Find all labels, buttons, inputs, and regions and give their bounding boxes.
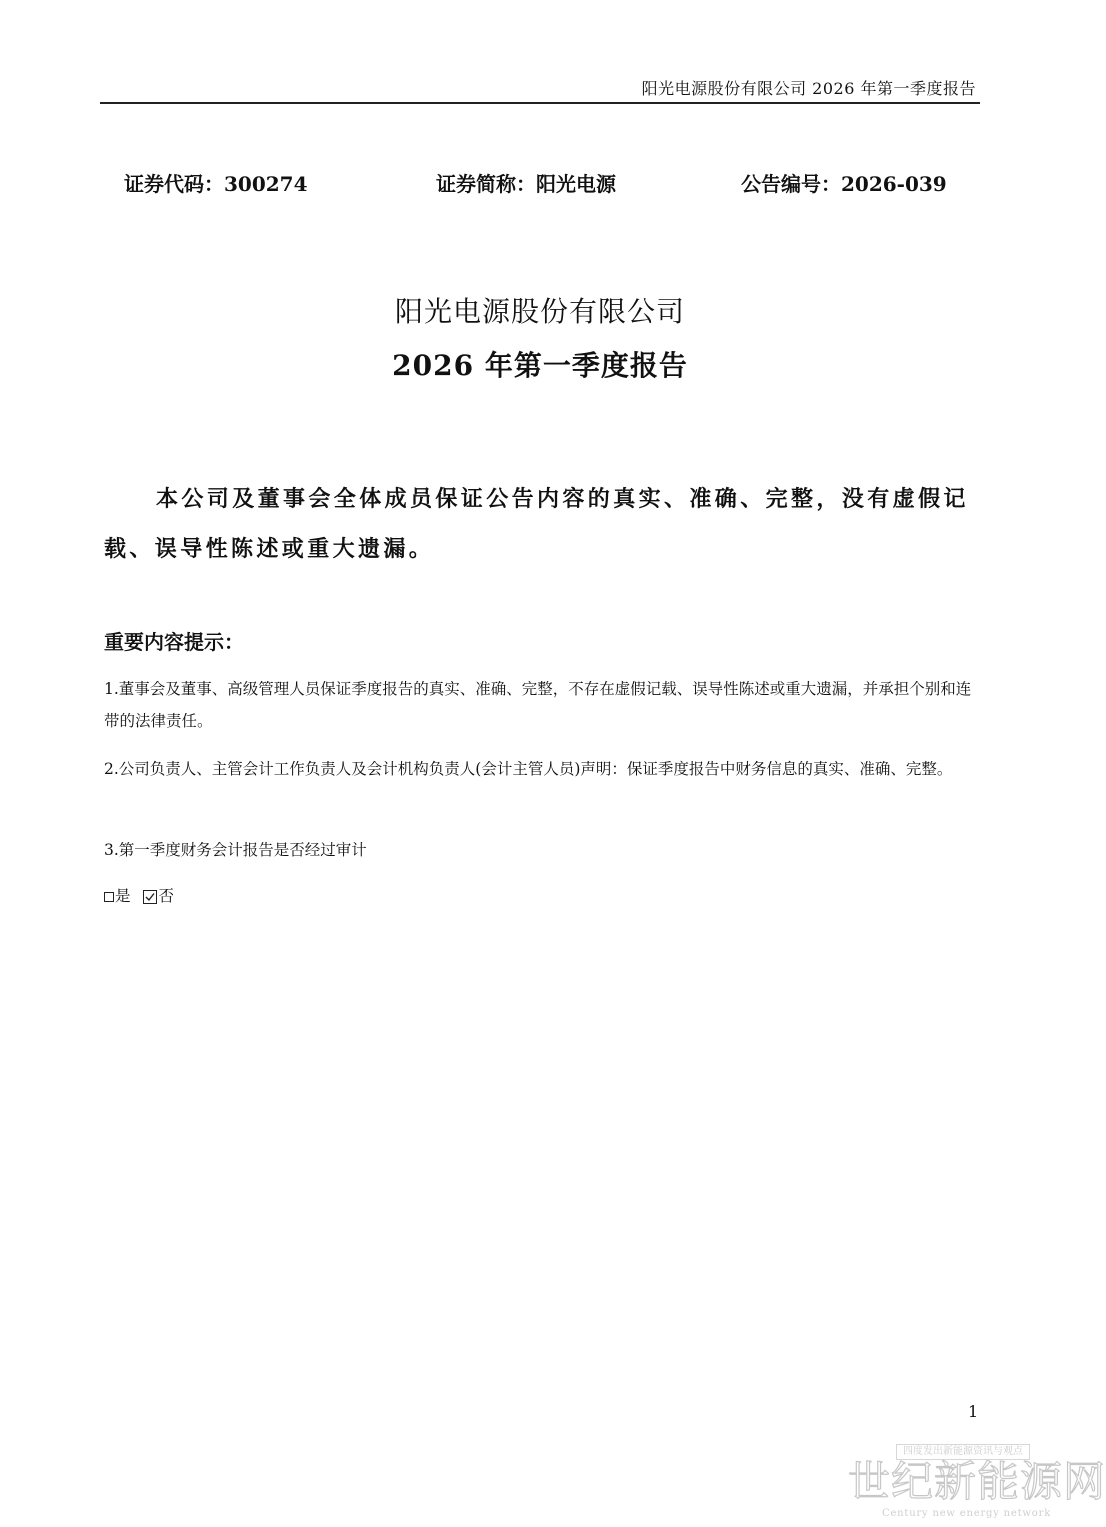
- header-rule: [100, 102, 980, 104]
- watermark-main-text: 世纪新能源网: [848, 1457, 1106, 1506]
- audit-options: [104, 880, 174, 912]
- audit-no-label: 否: [158, 887, 175, 905]
- important-item-1: 1.董事会及董事、高级管理人员保证季度报告的真实、准确、完整，不存在虚假记载、误导性陈述或重大遗漏，并承担个别和连带的法律责任。: [104, 680, 972, 730]
- securities-abbreviation: 证券简称：阳光电源: [436, 172, 616, 196]
- watermark-banner: 四度发出新能源资讯与观点: [896, 1444, 1030, 1460]
- watermark-subtitle: Century new energy network: [882, 1508, 1052, 1519]
- document-title-report: 2026 年第一季度报告: [392, 349, 688, 382]
- securities-code: 证券代码：300274: [124, 172, 308, 196]
- audit-no-checkbox: [143, 890, 157, 904]
- announcement-number: 公告编号：2026-039: [741, 172, 947, 196]
- important-notes-heading: 重要内容提示：: [104, 630, 244, 654]
- board-declaration: 本公司及董事会全体成员保证公告内容的真实、准确、完整，没有虚假记载、误导性陈述或重大遗漏。: [104, 486, 969, 562]
- audit-yes-checkbox: [104, 892, 114, 902]
- page-number: 1: [968, 1402, 979, 1421]
- important-item-3: 3.第一季度财务会计报告是否经过审计: [104, 841, 367, 859]
- running-header: 阳光电源股份有限公司 2026 年第一季度报告: [641, 79, 976, 98]
- audit-yes-label: 是: [115, 887, 131, 905]
- important-item-2: 2.公司负责人、主管会计工作负责人及会计机构负责人(会计主管人员)声明：保证季度报告中财务信息的真实、准确、完整。: [104, 760, 953, 778]
- checkmark-icon: [144, 891, 156, 903]
- document-title-company: 阳光电源股份有限公司: [394, 295, 685, 328]
- watermark-logo: [848, 1444, 1106, 1524]
